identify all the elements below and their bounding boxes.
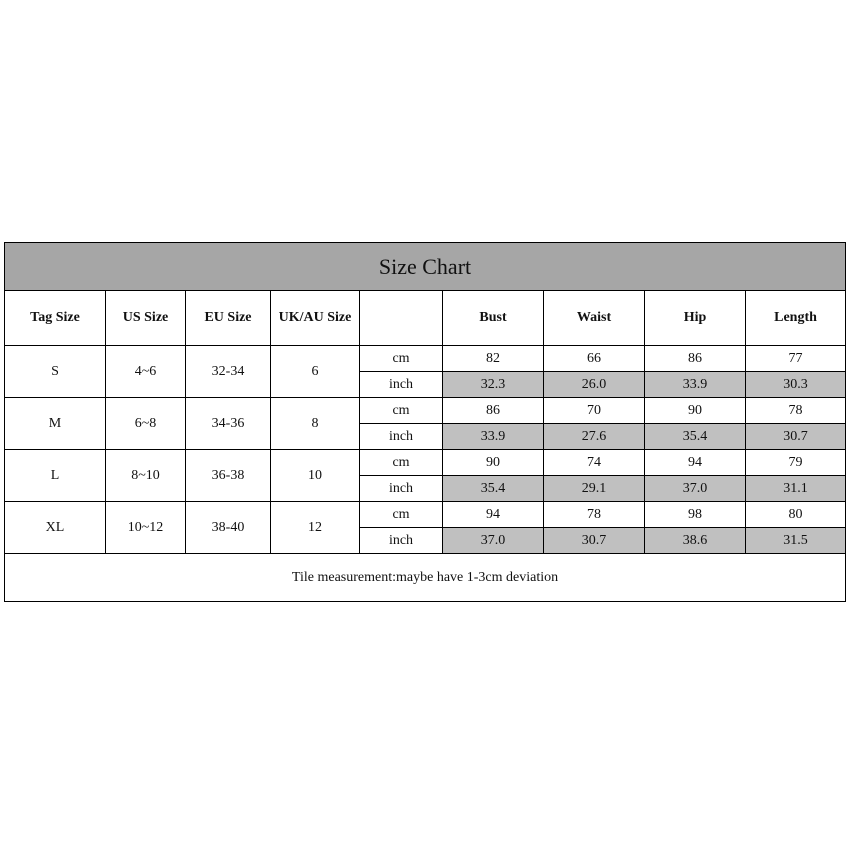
unit-cell: inch: [360, 372, 443, 398]
us-size-cell: 6~8: [106, 398, 186, 450]
waist-cell: 66: [544, 346, 645, 372]
header-bust: Bust: [443, 291, 544, 346]
header-waist: Waist: [544, 291, 645, 346]
length-cell: 31.1: [746, 476, 846, 502]
us-size-cell: 10~12: [106, 502, 186, 554]
waist-cell: 78: [544, 502, 645, 528]
tag-size-cell: XL: [5, 502, 106, 554]
waist-cell: 26.0: [544, 372, 645, 398]
waist-cell: 29.1: [544, 476, 645, 502]
length-cell: 77: [746, 346, 846, 372]
size-chart-title: Size Chart: [5, 243, 846, 291]
table-row: [5, 398, 846, 424]
length-cell: 31.5: [746, 528, 846, 554]
bust-cell: 86: [443, 398, 544, 424]
hip-cell: 35.4: [645, 424, 746, 450]
length-cell: 80: [746, 502, 846, 528]
hip-cell: 94: [645, 450, 746, 476]
waist-cell: 30.7: [544, 528, 645, 554]
bust-cell: 94: [443, 502, 544, 528]
bust-cell: 35.4: [443, 476, 544, 502]
unit-cell: cm: [360, 450, 443, 476]
unit-cell: cm: [360, 346, 443, 372]
header-eu-size: EU Size: [186, 291, 271, 346]
unit-cell: inch: [360, 476, 443, 502]
unit-cell: cm: [360, 398, 443, 424]
table-row: [5, 346, 846, 372]
bust-cell: 33.9: [443, 424, 544, 450]
hip-cell: 98: [645, 502, 746, 528]
unit-cell: cm: [360, 502, 443, 528]
bust-cell: 82: [443, 346, 544, 372]
us-size-cell: 4~6: [106, 346, 186, 398]
header-row: [5, 291, 846, 346]
hip-cell: 37.0: [645, 476, 746, 502]
eu-size-cell: 34-36: [186, 398, 271, 450]
hip-cell: 33.9: [645, 372, 746, 398]
bust-cell: 32.3: [443, 372, 544, 398]
unit-cell: inch: [360, 424, 443, 450]
length-cell: 30.7: [746, 424, 846, 450]
length-cell: 79: [746, 450, 846, 476]
header-tag-size: Tag Size: [5, 291, 106, 346]
header-us-size: US Size: [106, 291, 186, 346]
measurement-note: Tile measurement:maybe have 1-3cm deviation: [5, 554, 846, 602]
size-chart-table: [4, 242, 846, 602]
eu-size-cell: 32-34: [186, 346, 271, 398]
tag-size-cell: S: [5, 346, 106, 398]
header-unit: [360, 291, 443, 346]
tag-size-cell: M: [5, 398, 106, 450]
hip-cell: 38.6: [645, 528, 746, 554]
hip-cell: 86: [645, 346, 746, 372]
bust-cell: 90: [443, 450, 544, 476]
bust-cell: 37.0: [443, 528, 544, 554]
header-hip: Hip: [645, 291, 746, 346]
eu-size-cell: 36-38: [186, 450, 271, 502]
ukau-size-cell: 10: [271, 450, 360, 502]
waist-cell: 74: [544, 450, 645, 476]
waist-cell: 27.6: [544, 424, 645, 450]
ukau-size-cell: 12: [271, 502, 360, 554]
waist-cell: 70: [544, 398, 645, 424]
header-ukau-size: UK/AU Size: [271, 291, 360, 346]
us-size-cell: 8~10: [106, 450, 186, 502]
table-row: [5, 450, 846, 476]
header-length: Length: [746, 291, 846, 346]
hip-cell: 90: [645, 398, 746, 424]
ukau-size-cell: 8: [271, 398, 360, 450]
eu-size-cell: 38-40: [186, 502, 271, 554]
ukau-size-cell: 6: [271, 346, 360, 398]
length-cell: 78: [746, 398, 846, 424]
table-row: [5, 502, 846, 528]
tag-size-cell: L: [5, 450, 106, 502]
unit-cell: inch: [360, 528, 443, 554]
length-cell: 30.3: [746, 372, 846, 398]
